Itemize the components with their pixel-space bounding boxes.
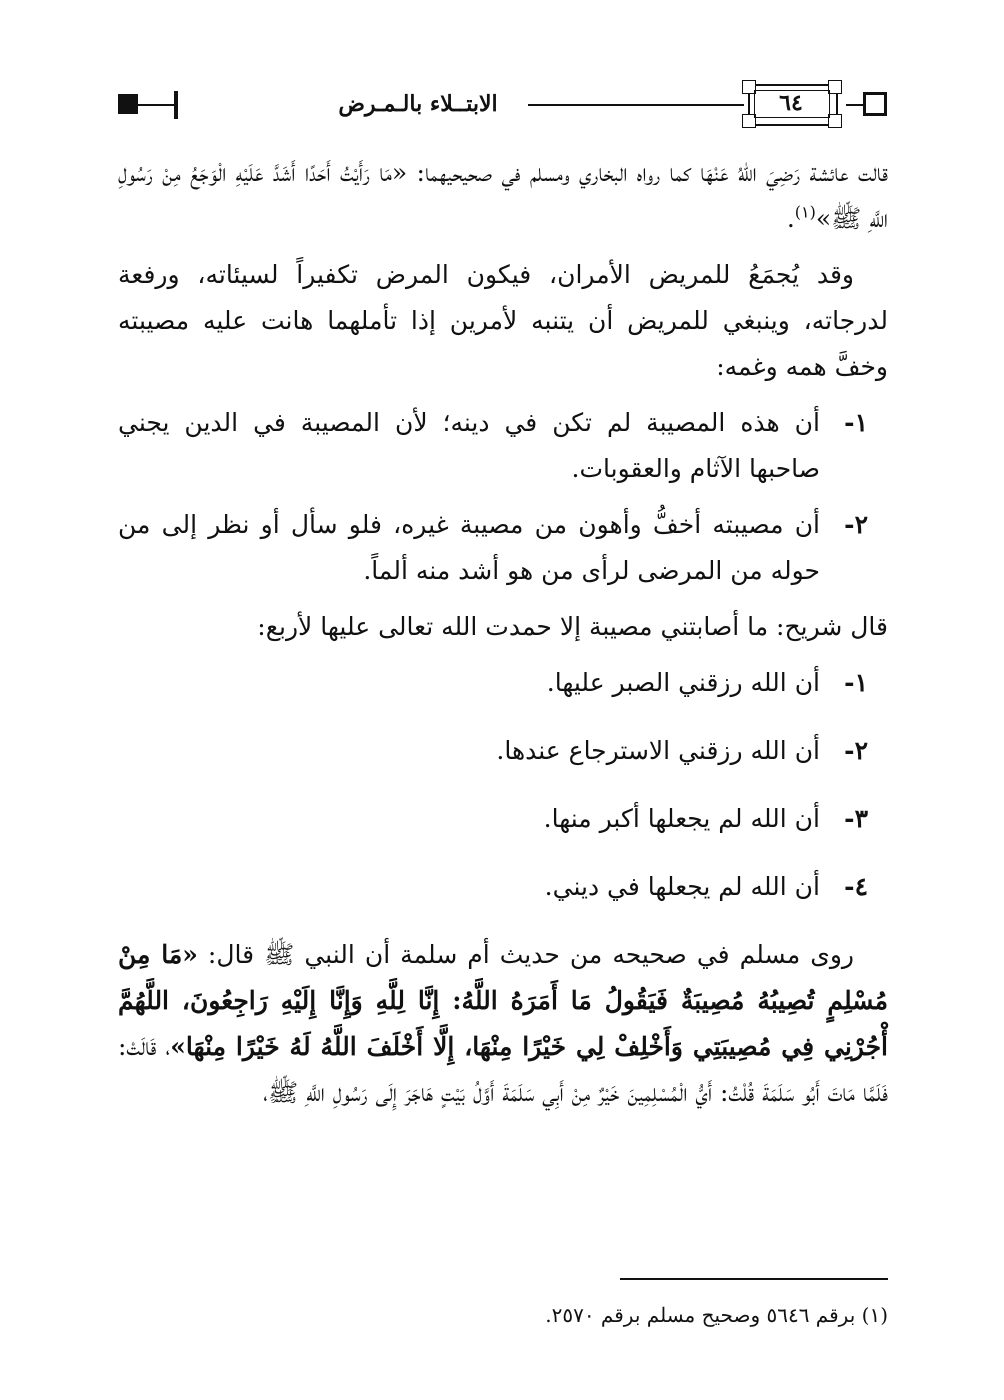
list-number: ١- — [844, 668, 868, 697]
paragraph: قال شريح: ما أصابتني مصيبة إلا حمدت الله تعالى عليها لأربع: — [257, 612, 888, 641]
page-number: ٦٤ — [779, 90, 803, 116]
list-number: ٢- — [844, 510, 868, 539]
list-item — [118, 660, 888, 706]
running-title: الابتــلاء بالـمـرض — [308, 88, 528, 120]
header-ornament-square — [863, 92, 887, 116]
list-item — [118, 796, 888, 842]
hadith-quote: «مَا مِنْ مُسْلِمٍ تُصِيبُهُ مُصِيبَةٌ فَيَقُولُ مَا أَمَرَهُ اللَّهُ: إِنَّا لِلَّهِ وَإِنَّا إِلَيْهِ رَاجِعُونَ، اللَّهُمَّ أْجُرْنِي فِي مُصِيبَتِي وَأَخْلِفْ لِي خَيْرًا مِنْهَا، إِلَّا أَخْلَفَ اللَّهُ لَهُ خَيْرًا مِنْهَا» — [118, 940, 888, 1061]
list-item-text: أن الله رزقني الصبر عليها. — [546, 668, 820, 697]
paragraph-text: قالت عائشة رَضِيَ اللهُ عَنْهَا كما رواه البخاري ومسلم في صحيحيهما: «مَا رَأَيْتُ أَحَدًا أَشَدَّ عَلَيْهِ الْوَجَعُ مِنْ رَسُولِ اللَّهِ ﷺ» — [118, 158, 888, 233]
paragraph-text: روى مسلم في صحيحه من حديث أم سلمة أن النبي ﷺ قال: — [197, 940, 854, 969]
list-number: ٣- — [844, 804, 868, 833]
paragraph: وقد يُجمَعُ للمريض الأمران، فيكون المرض تكفيراً لسيئاته، ورفعة لدرجاته، وينبغي للمريض أن يتنبه لأمرين إذا تأملهما هانت عليه مصيبته وخفَّ همه وغمه: — [118, 260, 888, 381]
list-item-text: أن الله رزقني الاسترجاع عندها. — [496, 736, 820, 765]
list-number: ٢- — [844, 736, 868, 765]
footnote-ref: (١) — [794, 202, 816, 222]
list-item — [118, 400, 888, 492]
numbered-list — [118, 660, 888, 910]
paragraph — [118, 150, 888, 242]
list-item-text: أن مصيبته أخفُّ وأهون من مصيبة غيره، فلو سأل أو نظر إلى من حوله من المرضى لرأى من هو أشد منه ألماً. — [118, 510, 820, 585]
list-item — [118, 502, 888, 594]
header-ornament-square — [118, 94, 138, 114]
paragraph-text: . — [786, 204, 795, 233]
footnote-divider — [620, 1278, 888, 1280]
list-item — [118, 864, 888, 910]
list-item-text: أن هذه المصيبة لم تكن في دينه؛ لأن المصيبة في الدين يجني صاحبها الآثام والعقوبات. — [118, 408, 820, 483]
numbered-list — [118, 400, 888, 594]
header-rule-left — [138, 104, 178, 106]
paragraph-text: ، قَالَتْ: فَلَمَّا مَاتَ أَبُو سَلَمَةَ قُلْتُ: أَيُّ الْمُسْلِمِينَ خَيْرٌ مِنْ أَبِي سَلَمَةَ أَوَّلُ بَيْتٍ هَاجَرَ إِلَى رَسُولِ اللَّهِ ﷺ، — [118, 1032, 888, 1107]
footnote: (١) برقم ٥٦٤٦ وصحيح مسلم برقم ٢٥٧٠. — [545, 1303, 888, 1327]
page-body — [118, 150, 888, 1126]
running-header — [118, 82, 888, 128]
header-ornament-bar — [174, 91, 178, 119]
list-number: ١- — [844, 408, 868, 437]
page-number-frame — [738, 82, 848, 126]
paragraph — [118, 932, 888, 1116]
list-item-text: أن الله لم يجعلها في ديني. — [544, 872, 820, 901]
list-number: ٤- — [844, 872, 868, 901]
list-item — [118, 728, 888, 774]
list-item-text: أن الله لم يجعلها أكبر منها. — [543, 804, 820, 833]
